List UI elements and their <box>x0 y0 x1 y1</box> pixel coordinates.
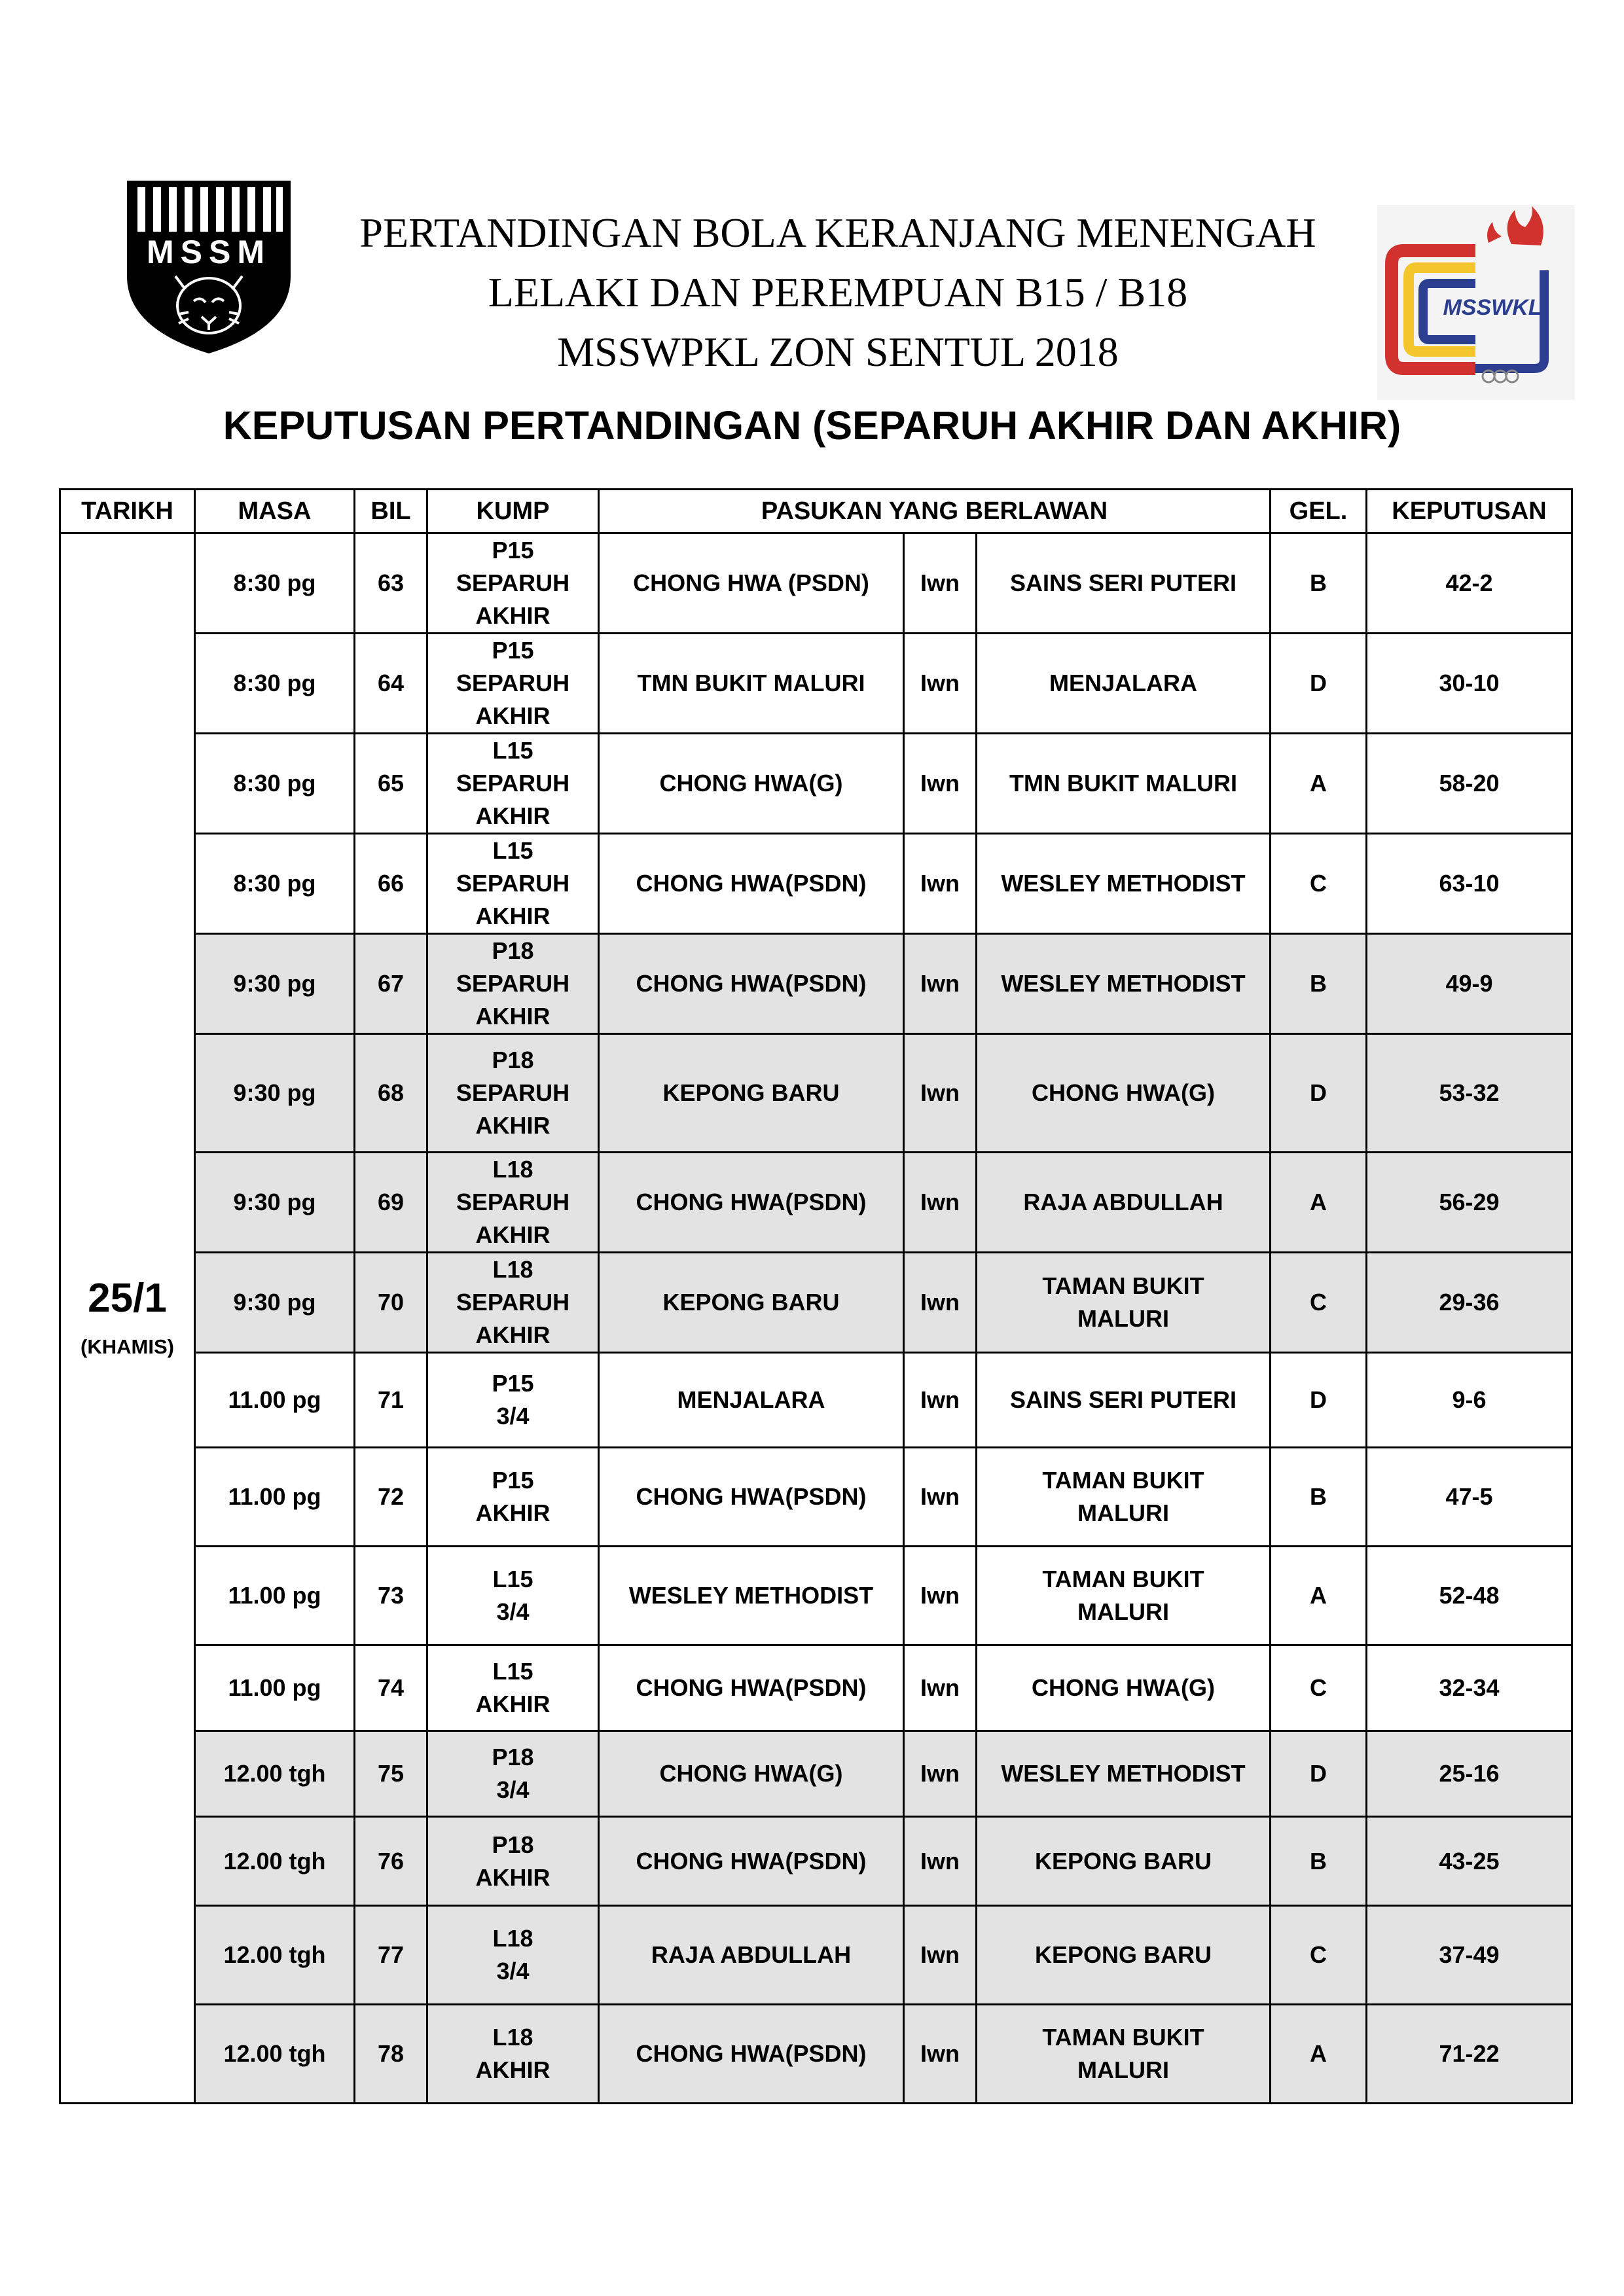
team-b-line: MALURI <box>1077 2056 1169 2083</box>
kump-cell <box>427 934 599 1034</box>
kump-line: L18 <box>492 2024 533 2051</box>
team-b-cell <box>977 1253 1271 1353</box>
team-b-line: TAMAN BUKIT <box>1042 2024 1204 2051</box>
team-b-line: SAINS SERI PUTERI <box>1009 569 1237 596</box>
gel-cell: D <box>1271 1731 1367 1817</box>
gel-cell: C <box>1271 1645 1367 1731</box>
team-b-cell <box>977 2005 1271 2104</box>
bil-cell: 78 <box>355 2005 427 2104</box>
keputusan-cell: 42-2 <box>1367 533 1572 634</box>
bil-cell: 68 <box>355 1034 427 1153</box>
table-row <box>60 1253 1572 1353</box>
table-row <box>60 934 1572 1034</box>
bil-cell: 63 <box>355 533 427 634</box>
table-row <box>60 1817 1572 1906</box>
table-row <box>60 533 1572 634</box>
gel-cell: A <box>1271 734 1367 834</box>
bil-cell: 65 <box>355 734 427 834</box>
team-a-cell: CHONG HWA(PSDN) <box>599 1817 904 1906</box>
team-a-cell: KEPONG BARU <box>599 1034 904 1153</box>
team-b-line: TAMAN BUKIT <box>1042 1566 1204 1592</box>
bil-cell: 74 <box>355 1645 427 1731</box>
document-title <box>327 203 1348 382</box>
table-header-row <box>60 490 1572 533</box>
kump-line: SEPARUH <box>456 1289 570 1316</box>
kump-line: P15 <box>492 637 534 664</box>
masa-cell: 12.00 tgh <box>195 1817 355 1906</box>
kump-line: AKHIR <box>475 602 550 629</box>
table-row <box>60 634 1572 734</box>
gel-cell: B <box>1271 1817 1367 1906</box>
vs-cell: Iwn <box>904 1448 977 1547</box>
bil-cell: 67 <box>355 934 427 1034</box>
table-row <box>60 1034 1572 1153</box>
vs-cell: Iwn <box>904 2005 977 2104</box>
vs-cell: Iwn <box>904 834 977 934</box>
vs-cell: Iwn <box>904 1731 977 1817</box>
kump-cell <box>427 1353 599 1448</box>
masa-cell: 9:30 pg <box>195 1034 355 1153</box>
kump-line: P15 <box>492 1467 534 1494</box>
kump-line: 3/4 <box>496 1776 530 1803</box>
header-keputusan: KEPUTUSAN <box>1367 490 1572 533</box>
team-b-line: MENJALARA <box>1049 670 1197 696</box>
table-row <box>60 1547 1572 1645</box>
kump-line: AKHIR <box>475 1221 550 1248</box>
vs-cell: Iwn <box>904 1034 977 1153</box>
team-a-cell: KEPONG BARU <box>599 1253 904 1353</box>
table-row <box>60 1153 1572 1253</box>
kump-cell <box>427 1906 599 2005</box>
results-body <box>60 533 1572 2104</box>
team-a-cell: CHONG HWA(PSDN) <box>599 1153 904 1253</box>
kump-line: L15 <box>492 737 533 764</box>
kump-line: 3/4 <box>496 1958 530 1984</box>
header-gel: GEL. <box>1271 490 1367 533</box>
title-line-3: MSSWPKL ZON SENTUL 2018 <box>557 329 1119 375</box>
kump-line: P18 <box>492 937 534 964</box>
kump-cell <box>427 1645 599 1731</box>
kump-cell <box>427 533 599 634</box>
team-a-cell: CHONG HWA(PSDN) <box>599 1645 904 1731</box>
masa-cell: 9:30 pg <box>195 1153 355 1253</box>
team-b-line: KEPONG BARU <box>1034 1941 1212 1968</box>
kump-line: SEPARUH <box>456 1189 570 1215</box>
team-b-line: WESLEY METHODIST <box>1001 970 1246 997</box>
team-a-cell: CHONG HWA(G) <box>599 734 904 834</box>
keputusan-cell: 25-16 <box>1367 1731 1572 1817</box>
keputusan-cell: 32-34 <box>1367 1645 1572 1731</box>
header-bil: BIL <box>355 490 427 533</box>
kump-cell <box>427 1731 599 1817</box>
masa-cell: 11.00 pg <box>195 1547 355 1645</box>
kump-line: AKHIR <box>475 2056 550 2083</box>
gel-cell: D <box>1271 1353 1367 1448</box>
kump-cell <box>427 1547 599 1645</box>
masa-cell: 8:30 pg <box>195 834 355 934</box>
team-b-line: WESLEY METHODIST <box>1001 1760 1246 1787</box>
kump-cell <box>427 1817 599 1906</box>
kump-cell <box>427 1153 599 1253</box>
team-b-cell <box>977 734 1271 834</box>
vs-cell: Iwn <box>904 634 977 734</box>
team-b-line: TAMAN BUKIT <box>1042 1272 1204 1299</box>
kump-line: SEPARUH <box>456 970 570 997</box>
keputusan-cell: 43-25 <box>1367 1817 1572 1906</box>
kump-cell <box>427 1034 599 1153</box>
vs-cell: Iwn <box>904 934 977 1034</box>
gel-cell: A <box>1271 2005 1367 2104</box>
kump-line: SEPARUH <box>456 870 570 897</box>
team-b-cell <box>977 634 1271 734</box>
kump-cell <box>427 734 599 834</box>
vs-cell: Iwn <box>904 1153 977 1253</box>
team-b-line: WESLEY METHODIST <box>1001 870 1246 897</box>
team-a-cell: WESLEY METHODIST <box>599 1547 904 1645</box>
team-b-line: RAJA ABDULLAH <box>1023 1189 1223 1215</box>
bil-cell: 66 <box>355 834 427 934</box>
keputusan-cell: 52-48 <box>1367 1547 1572 1645</box>
msswkl-logo <box>1377 205 1575 400</box>
team-b-cell <box>977 1547 1271 1645</box>
team-a-cell: CHONG HWA(G) <box>599 1731 904 1817</box>
team-a-cell: RAJA ABDULLAH <box>599 1906 904 2005</box>
team-a-cell: MENJALARA <box>599 1353 904 1448</box>
kump-line: AKHIR <box>475 802 550 829</box>
team-b-cell <box>977 934 1271 1034</box>
kump-line: AKHIR <box>475 903 550 929</box>
kump-line: L18 <box>492 1925 533 1952</box>
keputusan-cell: 49-9 <box>1367 934 1572 1034</box>
team-a-cell: CHONG HWA(PSDN) <box>599 934 904 1034</box>
gel-cell: C <box>1271 1906 1367 2005</box>
bil-cell: 76 <box>355 1817 427 1906</box>
kump-cell <box>427 1448 599 1547</box>
vs-cell: Iwn <box>904 533 977 634</box>
team-b-cell <box>977 834 1271 934</box>
title-line-2: LELAKI DAN PEREMPUAN B15 / B18 <box>488 269 1188 315</box>
masa-cell: 8:30 pg <box>195 734 355 834</box>
team-b-cell <box>977 1034 1271 1153</box>
vs-cell: Iwn <box>904 1906 977 2005</box>
bil-cell: 72 <box>355 1448 427 1547</box>
masa-cell: 8:30 pg <box>195 533 355 634</box>
team-b-cell <box>977 1906 1271 2005</box>
table-row <box>60 1353 1572 1448</box>
gel-cell: B <box>1271 934 1367 1034</box>
header-masa: MASA <box>195 490 355 533</box>
team-b-line: MALURI <box>1077 1305 1169 1332</box>
mssm-logo-text: MSSM <box>147 234 271 270</box>
gel-cell: C <box>1271 834 1367 934</box>
header-kump: KUMP <box>427 490 599 533</box>
kump-line: L15 <box>492 1566 533 1592</box>
bil-cell: 77 <box>355 1906 427 2005</box>
masa-cell: 12.00 tgh <box>195 1731 355 1817</box>
masa-cell: 9:30 pg <box>195 934 355 1034</box>
team-b-cell <box>977 533 1271 634</box>
kump-line: P15 <box>492 1370 534 1397</box>
table-row <box>60 1645 1572 1731</box>
header-pasukan: PASUKAN YANG BERLAWAN <box>599 490 1271 533</box>
team-b-cell <box>977 1731 1271 1817</box>
team-b-cell <box>977 1353 1271 1448</box>
msswkl-logo-text: MSSWKL <box>1443 295 1542 320</box>
vs-cell: Iwn <box>904 1817 977 1906</box>
vs-cell: Iwn <box>904 734 977 834</box>
gel-cell: A <box>1271 1547 1367 1645</box>
team-b-cell <box>977 1448 1271 1547</box>
keputusan-cell: 71-22 <box>1367 2005 1572 2104</box>
masa-cell: 8:30 pg <box>195 634 355 734</box>
bil-cell: 64 <box>355 634 427 734</box>
kump-line: L15 <box>492 837 533 864</box>
team-a-cell: CHONG HWA(PSDN) <box>599 834 904 934</box>
date-main: 25/1 <box>88 1276 167 1321</box>
kump-line: P18 <box>492 1047 534 1073</box>
results-table <box>59 488 1573 2104</box>
kump-line: P18 <box>492 1744 534 1770</box>
team-a-cell: TMN BUKIT MALURI <box>599 634 904 734</box>
results-subtitle: KEPUTUSAN PERTANDINGAN (SEPARUH AKHIR DAN AKHIR) <box>223 403 1401 448</box>
kump-line: AKHIR <box>475 1321 550 1348</box>
kump-line: AKHIR <box>475 702 550 729</box>
bil-cell: 69 <box>355 1153 427 1253</box>
kump-line: AKHIR <box>475 1112 550 1139</box>
vs-cell: Iwn <box>904 1547 977 1645</box>
gel-cell: B <box>1271 533 1367 634</box>
kump-line: AKHIR <box>475 1499 550 1526</box>
keputusan-cell: 37-49 <box>1367 1906 1572 2005</box>
team-a-cell: CHONG HWA(PSDN) <box>599 1448 904 1547</box>
team-a-cell: CHONG HWA(PSDN) <box>599 2005 904 2104</box>
team-b-line: SAINS SERI PUTERI <box>1009 1386 1237 1413</box>
team-b-cell <box>977 1153 1271 1253</box>
kump-line: L15 <box>492 1658 533 1685</box>
masa-cell: 11.00 pg <box>195 1353 355 1448</box>
masa-cell: 11.00 pg <box>195 1448 355 1547</box>
mssm-logo <box>123 178 295 356</box>
team-a-cell: CHONG HWA (PSDN) <box>599 533 904 634</box>
keputusan-cell: 56-29 <box>1367 1153 1572 1253</box>
keputusan-cell: 53-32 <box>1367 1034 1572 1153</box>
kump-line: SEPARUH <box>456 569 570 596</box>
table-row <box>60 1906 1572 2005</box>
team-b-cell <box>977 1645 1271 1731</box>
kump-line: SEPARUH <box>456 670 570 696</box>
gel-cell: B <box>1271 1448 1367 1547</box>
kump-line: P15 <box>492 537 534 564</box>
bil-cell: 71 <box>355 1353 427 1448</box>
kump-line: 3/4 <box>496 1403 530 1429</box>
team-b-line: TMN BUKIT MALURI <box>1009 770 1237 797</box>
keputusan-cell: 29-36 <box>1367 1253 1572 1353</box>
table-row <box>60 1731 1572 1817</box>
keputusan-cell: 47-5 <box>1367 1448 1572 1547</box>
kump-line: 3/4 <box>496 1598 530 1625</box>
header-tarikh: TARIKH <box>60 490 195 533</box>
gel-cell: A <box>1271 1153 1367 1253</box>
keputusan-cell: 9-6 <box>1367 1353 1572 1448</box>
keputusan-cell: 63-10 <box>1367 834 1572 934</box>
vs-cell: Iwn <box>904 1645 977 1731</box>
gel-cell: D <box>1271 634 1367 734</box>
kump-line: AKHIR <box>475 1863 550 1891</box>
kump-cell <box>427 1253 599 1353</box>
table-row <box>60 734 1572 834</box>
table-row <box>60 1448 1572 1547</box>
masa-cell: 11.00 pg <box>195 1645 355 1731</box>
keputusan-cell: 58-20 <box>1367 734 1572 834</box>
kump-line: L18 <box>492 1256 533 1283</box>
kump-line: SEPARUH <box>456 770 570 797</box>
masa-cell: 12.00 tgh <box>195 1906 355 2005</box>
title-line-1: PERTANDINGAN BOLA KERANJANG MENENGAH <box>359 209 1316 256</box>
keputusan-cell: 30-10 <box>1367 634 1572 734</box>
team-b-line: MALURI <box>1077 1598 1169 1625</box>
vs-cell: Iwn <box>904 1353 977 1448</box>
table-row <box>60 834 1572 934</box>
gel-cell: D <box>1271 1034 1367 1153</box>
kump-line: P18 <box>492 1831 534 1858</box>
bil-cell: 70 <box>355 1253 427 1353</box>
kump-line: L18 <box>492 1156 533 1183</box>
table-row <box>60 2005 1572 2104</box>
kump-line: AKHIR <box>475 1691 550 1717</box>
vs-cell: Iwn <box>904 1253 977 1353</box>
date-cell <box>60 533 195 2104</box>
team-b-line: CHONG HWA(G) <box>1032 1674 1215 1701</box>
team-b-line: MALURI <box>1077 1499 1169 1526</box>
kump-line: AKHIR <box>475 1003 550 1030</box>
gel-cell: C <box>1271 1253 1367 1353</box>
masa-cell: 9:30 pg <box>195 1253 355 1353</box>
bil-cell: 75 <box>355 1731 427 1817</box>
team-b-cell <box>977 1817 1271 1906</box>
masa-cell: 12.00 tgh <box>195 2005 355 2104</box>
kump-line: SEPARUH <box>456 1079 570 1106</box>
kump-cell <box>427 834 599 934</box>
team-b-line: KEPONG BARU <box>1034 1847 1212 1874</box>
kump-cell <box>427 2005 599 2104</box>
team-b-line: TAMAN BUKIT <box>1042 1467 1204 1494</box>
kump-cell <box>427 634 599 734</box>
bil-cell: 73 <box>355 1547 427 1645</box>
date-day: (KHAMIS) <box>81 1335 174 1358</box>
team-b-line: CHONG HWA(G) <box>1032 1079 1215 1106</box>
